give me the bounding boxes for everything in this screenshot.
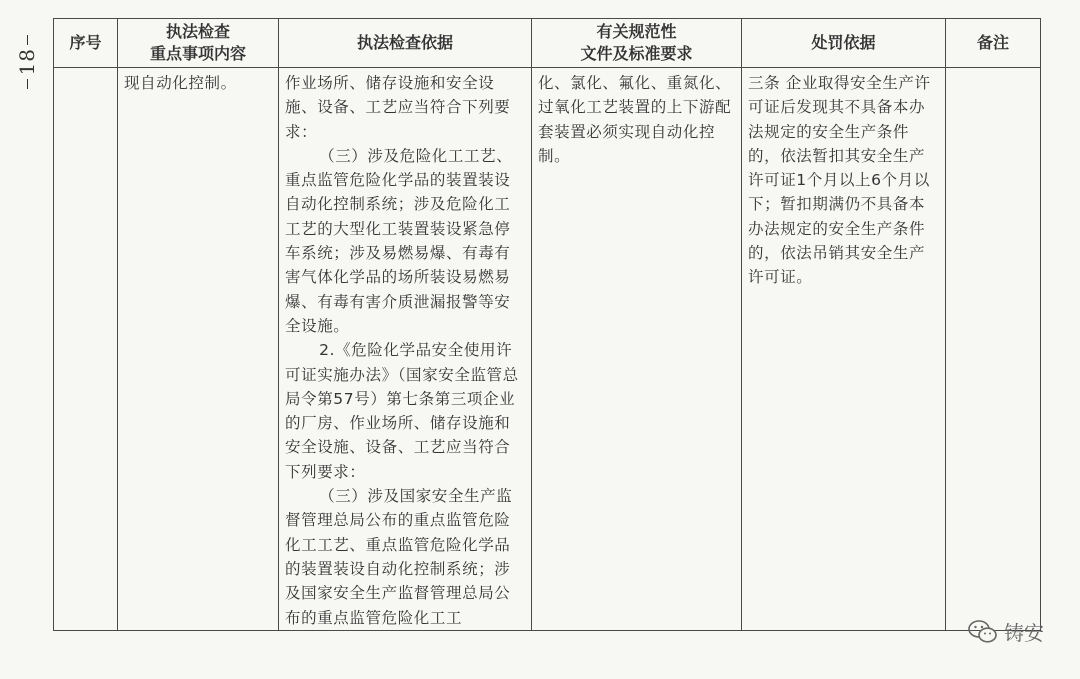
header-remarks: 备注 [946,19,1041,68]
basis-paragraph: （三）涉及国家安全生产监督管理总局公布的重点监管危险化工工艺、重点监管危险化学品的装置装设自动化控制系统；涉及国家安全生产监督管理总局公布的重点监管危险化工工 [285,487,513,627]
header-basis: 执法检查依据 [279,19,532,68]
watermark-text: 铸安 [1004,621,1044,645]
cell-norms: 化、氯化、氟化、重氮化、过氧化工艺装置的上下游配套装置必须实现自动化控制。 [532,68,742,631]
header-seq: 序号 [54,19,118,68]
page-number-dash-top [27,35,28,45]
header-penalty: 处罚依据 [742,19,946,68]
header-norms-line-2: 文件及标准要求 [580,44,693,63]
table-header-row [54,19,1041,68]
cell-basis [279,68,532,631]
header-norms-line-1: 有关规范性 [596,22,677,41]
cell-penalty: 三条 企业取得安全生产许可证后发现其不具备本办法规定的安全生产条件的，依法暂扣其安全生产许可证1个月以上6个月以下；暂扣期满仍不具备本办法规定的安全生产条件的，依法吊销其安全生产许可证。 [742,68,946,631]
basis-paragraph: （三）涉及危险化工工艺、重点监管危险化学品的装置装设自动化控制系统；涉及危险化工工艺的大型化工装置装设紧急停车系统；涉及易燃易爆、有毒有害气体化学品的场所装设易燃易爆、有毒有害介质泄漏报警等安全设施。 [285,146,513,335]
watermark [968,617,1044,646]
basis-paragraph: 2.《危险化学品安全使用许可证实施办法》（国家安全监管总局令第57号）第七条第三项企业的厂房、作业场所、储存设施和安全设施、设备、工艺应当符合下列要求： [285,341,519,481]
page-number-dash-bottom [27,79,28,89]
table-row [54,68,1041,631]
page-number-text: 18 [15,48,39,76]
regulation-table [53,18,1041,631]
header-item-line-1: 执法检查 [165,22,230,41]
page-number [14,22,40,102]
wechat-icon [968,619,998,645]
cell-item: 现自动化控制。 [118,68,279,631]
basis-paragraph: 作业场所、储存设施和安全设施、设备、工艺应当符合下列要求： [285,74,511,141]
header-item-line-2: 重点事项内容 [149,44,246,63]
header-norms [532,19,742,68]
header-item [118,19,279,68]
cell-remarks [946,68,1041,631]
cell-seq [54,68,118,631]
